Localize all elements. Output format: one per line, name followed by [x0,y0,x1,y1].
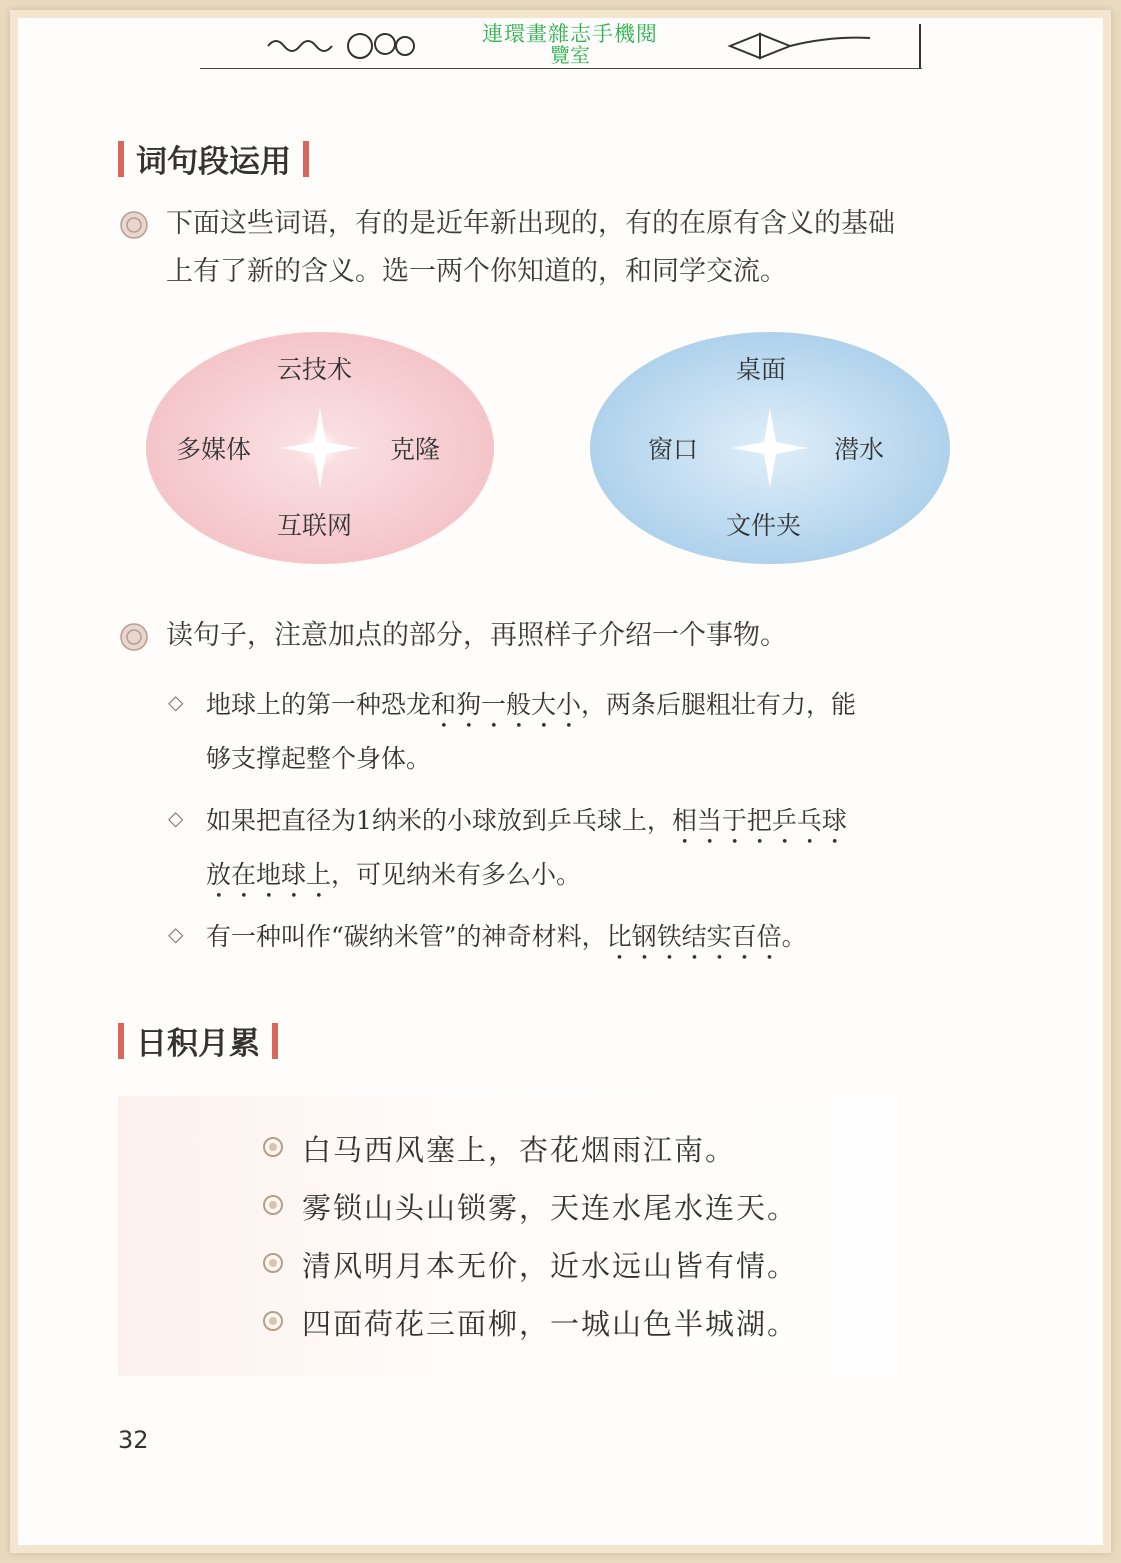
header-banner [200,24,922,70]
pink-word-left: 多媒体 [176,435,252,464]
banner-divider [919,24,921,68]
blue-word-bottom: 文件夹 [726,511,802,540]
poem-line: 四面荷花三面柳，一城山色半城湖。 [302,1307,799,1341]
pink-word-top: 云技术 [277,355,353,384]
question-1-text [166,200,986,296]
example-3 [206,912,986,966]
question-badge-icon [120,211,148,239]
question-1-line1: 下面这些词语，有的是近年新出现的，有的在原有含义的基础 [166,208,895,239]
blue-word-left: 窗口 [648,435,699,464]
diamond-bullet-icon: ◇ [168,690,184,714]
heading-bar-left [118,1023,124,1059]
poem-line: 雾锁山头山锁雾，天连水尾水连天。 [302,1191,799,1225]
question-badge-icon [120,623,148,651]
example-3-pre: 有一种叫作“碳纳米管”的神奇材料， [206,922,607,951]
question-1-line2: 上有了新的含义。选一两个你知道的，和同学交流。 [166,256,787,287]
heading-bar-right [303,141,309,177]
example-2-post: ，可见纳米有多么小。 [331,860,582,889]
example-2-line2 [206,850,986,904]
example-1-line2: 够支撑起整个身体。 [206,744,432,773]
example-1-line1 [206,680,986,734]
diamond-bullet-icon: ◇ [168,922,184,946]
poem-bullet-icon [262,1136,284,1158]
banner-underline [200,68,922,69]
banner-title: 連環畫雜志手機閱 [482,22,658,46]
poem-line: 清风明月本无价，近水远山皆有情。 [302,1249,799,1283]
banner-subtitle: 覽室 [550,43,590,67]
section-title-text: 日积月累 [136,1026,260,1062]
example-3-dotted: 比钢铁结实百倍 [606,922,782,951]
example-1-pre: 地球上的第一种恐龙 [206,690,432,719]
pink-word-bottom: 互联网 [277,511,353,540]
blue-word-top: 桌面 [736,355,787,384]
example-2-dotted-2: 放在地球上 [206,860,332,889]
example-1-dotted: 和狗一般大小 [431,690,582,719]
example-2-pre: 如果把直径为1纳米的小球放到乒乓球上， [206,806,672,835]
example-1 [206,680,986,784]
poem-bullet-icon [262,1252,284,1274]
poem-bullet-icon [262,1194,284,1216]
example-2-line1 [206,796,986,850]
example-2-dotted-1: 相当于把乒乓球 [671,806,847,835]
poem-line: 白马西风塞上，杏花烟雨江南。 [302,1133,737,1167]
diamond-bullet-icon: ◇ [168,806,184,830]
example-2 [206,796,986,904]
poem-bullet-icon [262,1310,284,1332]
pink-word-right: 克隆 [390,435,441,464]
section-title-text: 词句段运用 [136,144,291,180]
question-2-text: 读句子，注意加点的部分，再照样子介绍一个事物。 [166,620,787,651]
example-1-post: ，两条后腿粗壮有力，能 [581,690,857,719]
section-heading-riji [118,1018,278,1063]
heading-bar-left [118,141,124,177]
heading-bar-right [272,1023,278,1059]
page-number: 32 [118,1426,149,1454]
blue-word-right: 潜水 [834,435,885,464]
example-3-post: 。 [781,922,807,951]
section-heading-ciju [118,136,309,181]
